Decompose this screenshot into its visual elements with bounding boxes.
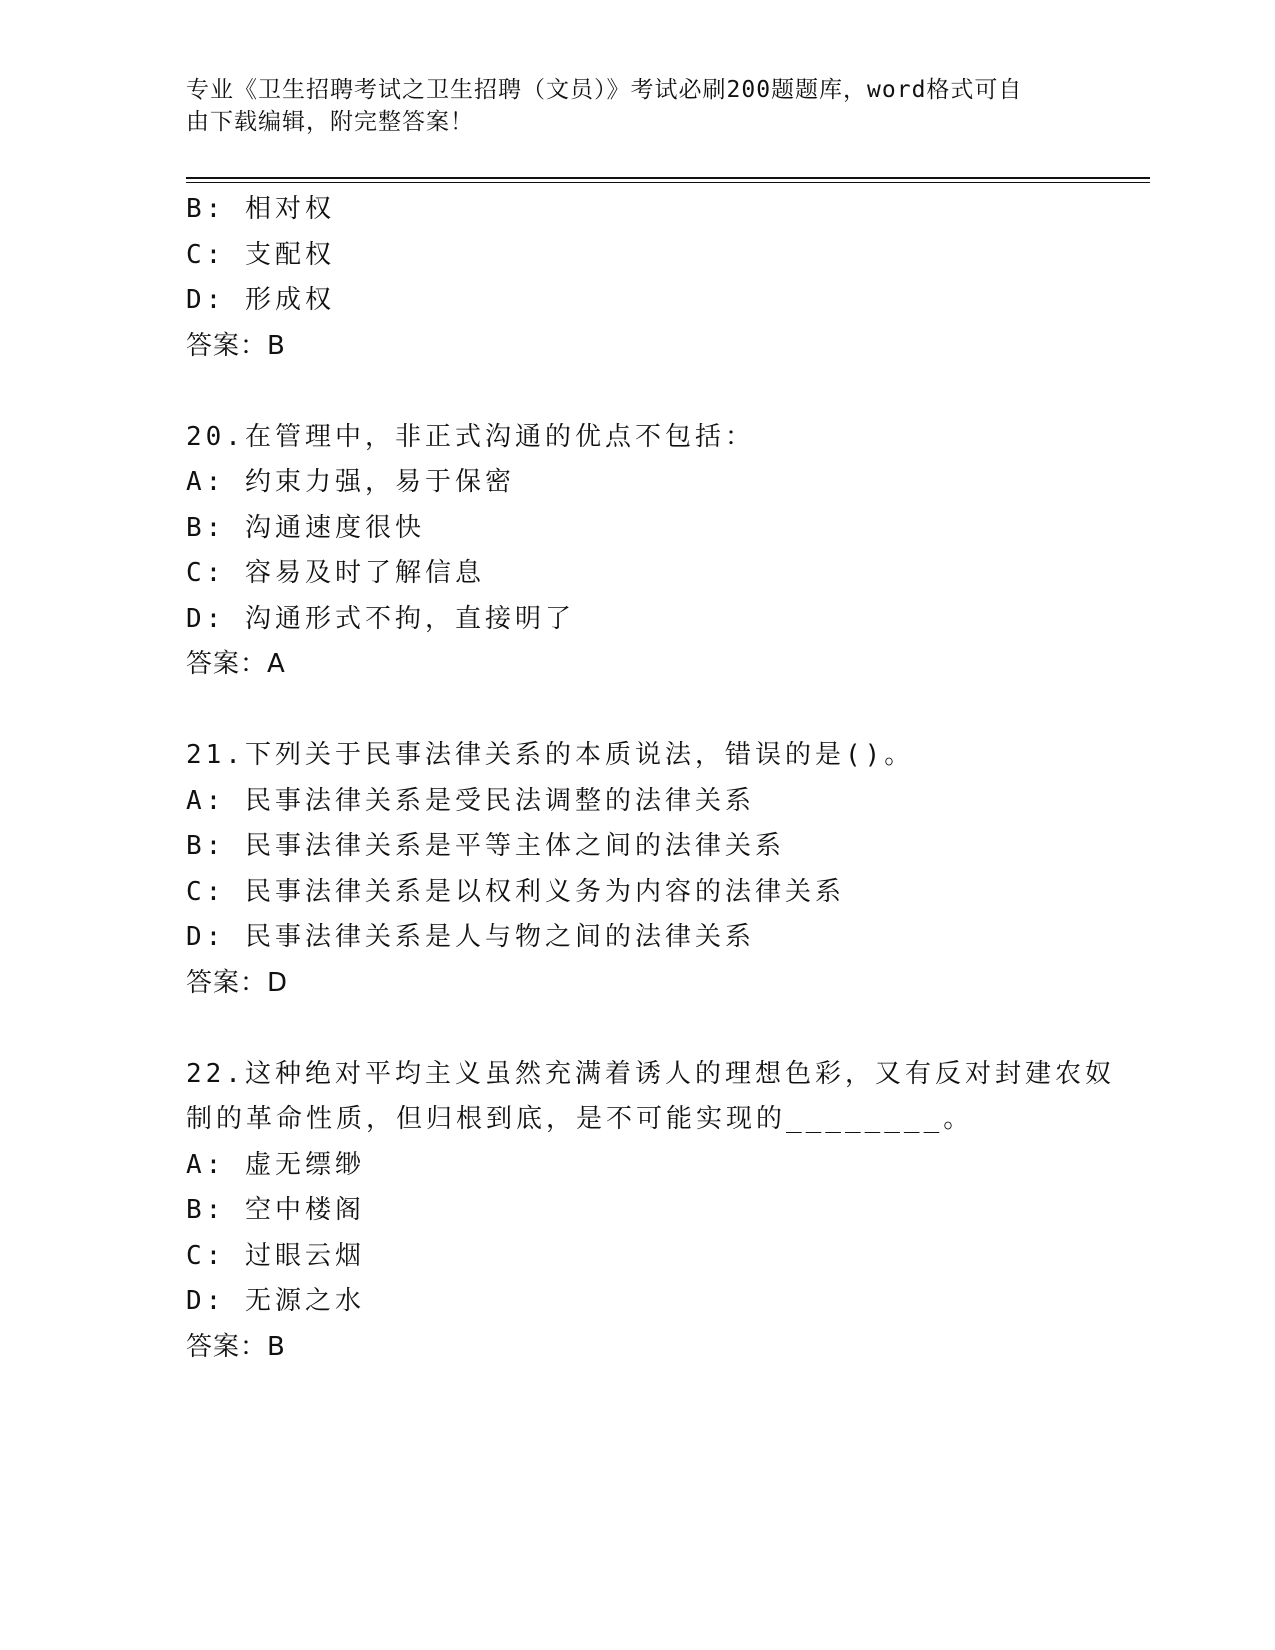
question-list [186,187,1115,1370]
question-block-previous [186,187,1106,369]
question-block-20 [186,415,1106,688]
header-divider-thin [186,182,1150,183]
option-d: D: 民事法律关系是人与物之间的法律关系 [186,922,755,952]
option-d: D: 沟通形式不拘，直接明了 [186,603,575,634]
option-d: D: 形成权 [186,285,335,315]
document-header [186,74,1066,138]
answer-line: 答案：A [186,649,286,679]
header-line-1: 专业《卫生招聘考试之卫生招聘（文员）》考试必刷200题题库，word格式可自 [186,77,1023,103]
answer-line: 答案：B [186,330,286,361]
option-d: D: 无源之水 [186,1286,365,1316]
question-stem: 20.在管理中，非正式沟通的优点不包括： [186,421,755,452]
option-a: A: 民事法律关系是受民法调整的法律关系 [186,785,755,816]
option-a: A: 约束力强，易于保密 [186,467,515,497]
header-divider-thick [186,177,1150,179]
spacer [186,1006,1106,1052]
option-b: B: 空中楼阁 [186,1195,365,1225]
option-c: C: 容易及时了解信息 [186,558,485,588]
question-block-21 [186,733,1106,1006]
question-stem-line-1: 22.这种绝对平均主义虽然充满着诱人的理想色彩，又有反对封建农奴 [186,1058,1115,1089]
option-c: C: 过眼云烟 [186,1240,365,1271]
option-b: B: 相对权 [186,194,335,224]
question-block-22 [186,1052,1115,1371]
spacer [186,369,1106,415]
option-b: B: 民事法律关系是平等主体之间的法律关系 [186,831,785,861]
option-c: C: 民事法律关系是以权利义务为内容的法律关系 [186,876,845,907]
answer-line: 答案：B [186,1331,286,1362]
option-c: C: 支配权 [186,239,335,270]
option-b: B: 沟通速度很快 [186,512,425,543]
spacer [186,688,1106,734]
header-line-2: 由下载编辑，附完整答案！ [186,109,474,135]
question-stem-line-2: 制的革命性质，但归根到底，是不可能实现的________。 [186,1104,974,1134]
option-a: A: 虚无缥缈 [186,1149,365,1180]
question-stem: 21.下列关于民事法律关系的本质说法，错误的是()。 [186,740,915,770]
answer-line: 答案：D [186,967,289,998]
